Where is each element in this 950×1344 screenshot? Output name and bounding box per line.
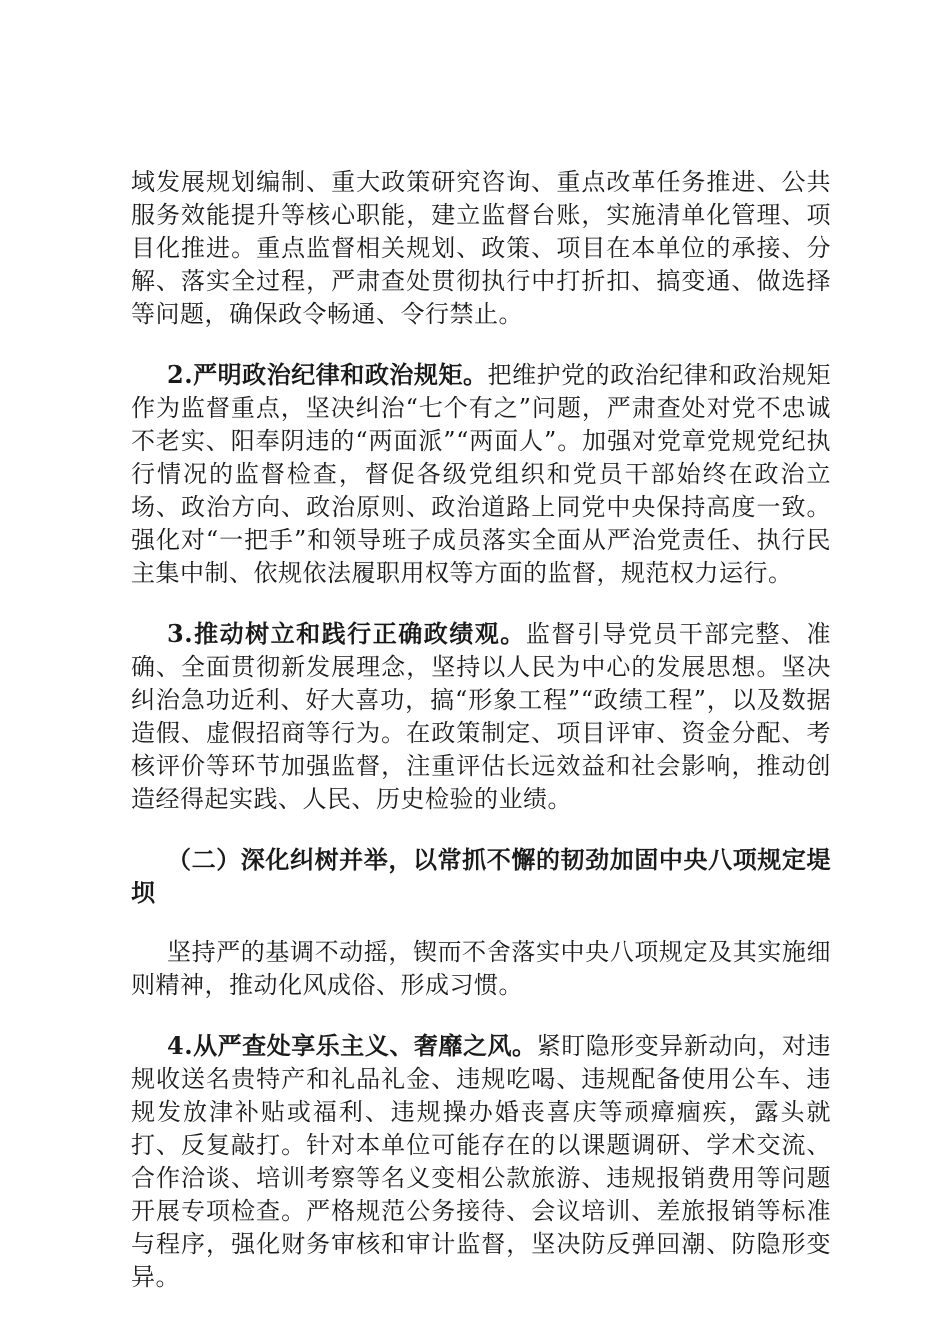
paragraph-intro <box>131 936 831 1002</box>
paragraph-item-2 <box>131 358 831 590</box>
paragraph-item-3 <box>131 617 831 816</box>
paragraph-text: 监督引导党员干部完整、准确、全面贯彻新发展理念，坚持以人民为中心的发展思想。坚决纠治急功近利、好大喜功，搞“形象工程”“政绩工程”，以及数据造假、虚假招商等行为。在政策制定、项目评审、资金分配、考核评价等环节加强监督，注重评估长远效益和社会影响，推动创造经得起实践、人民、历史检验的业绩。 <box>131 620 832 813</box>
document-body <box>131 166 831 1321</box>
paragraph-item-4 <box>131 1029 831 1294</box>
paragraph-continuation <box>131 166 831 331</box>
paragraph-lead: 4.从严查处享乐主义、奢靡之风。 <box>167 1031 537 1060</box>
section-heading: （二）深化纠树并举，以常抓不懈的韧劲加固中央八项规定堤坝 <box>131 845 831 907</box>
paragraph-text: 坚持严的基调不动摇，锲而不舍落实中央八项规定及其实施细则精神，推动化风成俗、形成习惯。 <box>131 938 831 999</box>
paragraph-lead: 2.严明政治纪律和政治规矩。 <box>167 360 488 389</box>
paragraph-text: 域发展规划编制、重大政策研究咨询、重点改革任务推进、公共服务效能提升等核心职能，建立监督台账，实施清单化管理、项目化推进。重点监督相关规划、政策、项目在本单位的承接、分解、落实全过程，严肃查处贯彻执行中打折扣、搞变通、做选择等问题，确保政令畅通、令行禁止。 <box>131 168 831 328</box>
paragraph-text: 把维护党的政治纪律和政治规矩作为监督重点，坚决纠治“七个有之”问题，严肃查处对党不忠诚不老实、阳奉阴违的“两面派”“两面人”。加强对党章党规党纪执行情况的监督检查，督促各级党组织和党员干部始终在政治立场、政治方向、政治原则、政治道路上同党中央保持高度一致。强化对“一把手”和领导班子成员落实全面从严治党责任、执行民主集中制、依规依法履职用权等方面的监督，规范权力运行。 <box>131 361 831 587</box>
paragraph-text: 紧盯隐形变异新动向，对违规收送名贵特产和礼品礼金、违规吃喝、违规配备使用公车、违规发放津补贴或福利、违规操办婚丧喜庆等顽瘴痼疾，露头就打、反复敲打。针对本单位可能存在的以课题调研、学术交流、合作洽谈、培训考察等名义变相公款旅游、违规报销费用等问题开展专项检查。严格规范公务接待、会议培训、差旅报销等标准与程序，强化财务审核和审计监督，坚决防反弹回潮、防隐形变异。 <box>131 1032 832 1291</box>
paragraph-lead: 3.推动树立和践行正确政绩观。 <box>167 619 526 648</box>
